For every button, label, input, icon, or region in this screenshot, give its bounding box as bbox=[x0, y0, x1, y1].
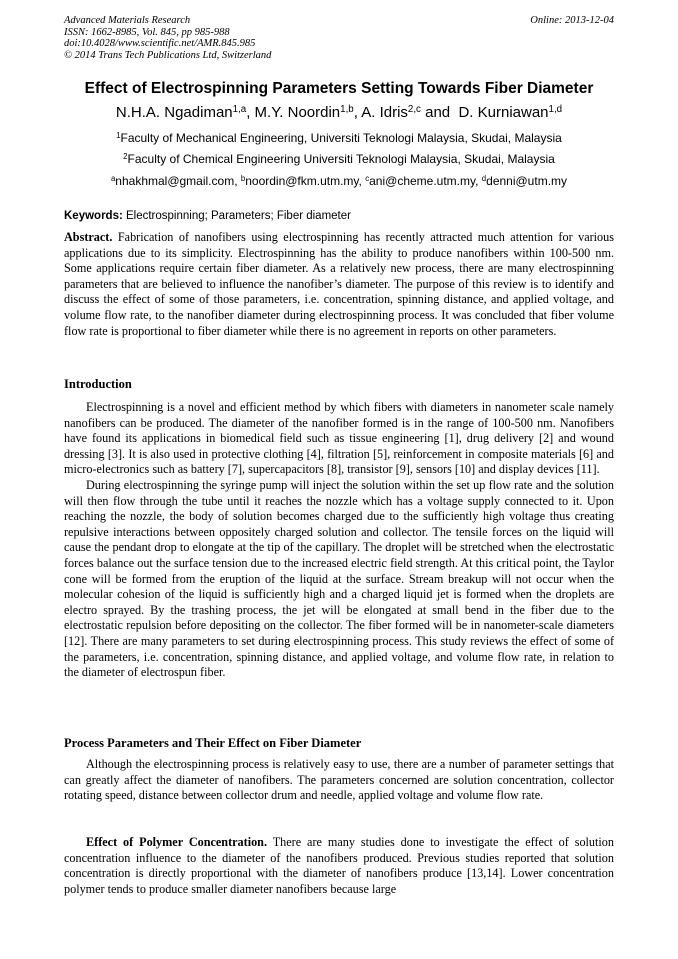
author: N.H.A. Ngadiman$^{1,a}$, bbox=[115, 103, 255, 121]
process-paragraph: Although the electrospinning process is relatively easy to use, there are a number of parameter settings that can greatly affect the diameter of nanofibers. The parameters concerned are solution concentration, collector rotating speed, distance between collector drum and needle, applied voltage and volume flow rate. bbox=[64, 757, 614, 803]
email-list: $^a$nhakhmal@gmail.com, $^b$noordin@fkm.utm.my, $^c$ani@cheme.utm.my, $^d$denni@utm.my bbox=[110, 173, 568, 188]
abstract bbox=[64, 230, 614, 339]
affiliation-1: $^1$Faculty of Mechanical Engineering, Universiti Teknologi Malaysia, Skudai, Malaysia bbox=[116, 130, 562, 145]
journal-header bbox=[64, 15, 271, 61]
polymer-concentration-section bbox=[64, 835, 614, 897]
doi-line: doi:10.4028/www.scientific.net/AMR.845.985 bbox=[64, 38, 256, 49]
author: A. Idris$^{2,c}$ and bbox=[361, 103, 459, 121]
introduction-paragraph-2: During electrospinning the syringe pump will inject the solution within the set up flow rate and the solution will then flow through the tube until it reaches the nozzle which has a voltage supply connected to it. Upon reaching the nozzle, the body of solution becomes charged due to the sufficiently high voltage thus creating repulsive interactions between oppositely charged solution and collector. The tensile forces on the liquid will cause the pendant drop to elongate at the tip of the capillary. The droplet will be stretched when the electrostatic forces balance out the surface tension due to the increased electric field strength. At this critical point, the Taylor cone will be formed from the eruption of the liquid at the surface. Stream breakup will not occur when the molecular cohesion of the liquid is sufficiently high and a charged liquid jet is formed when the droplets are electro sprayed. By the trashing process, the jet will be elongated at small bend in the fiber due to the electrostatic repulsion before depositing on the collector. The fiber formed will be in nanometer-scale diameters [12]. There are many parameters to set during electrospinning process. This study reviews the effect of some of the parameters, i.e. concentration, spinning distance, and applied voltage, and volume flow rate, in relation to the diameter of electrospun fiber. bbox=[64, 477, 614, 680]
paper-title: Effect of Electrospinning Parameters Setting Towards Fiber Diameter bbox=[84, 80, 594, 97]
issn-line: ISSN: 1662-8985, Vol. 845, pp 985-988 bbox=[64, 26, 230, 38]
affiliation-2: $^2$Faculty of Chemical Engineering Universiti Teknologi Malaysia, Skudai, Malaysia bbox=[123, 151, 555, 166]
copyright-line: © 2014 Trans Tech Publications Ltd, Switzerland bbox=[64, 49, 272, 61]
email-link[interactable]: noordin@fkm.utm.my bbox=[245, 174, 359, 188]
online-date: Online: 2013-12-04 bbox=[530, 15, 614, 26]
journal-name: Advanced Materials Research bbox=[64, 15, 191, 26]
email-link[interactable]: denni@utm.my bbox=[486, 174, 568, 188]
author: M.Y. Noordin$^{1,b}$, bbox=[254, 103, 362, 121]
introduction-body bbox=[64, 400, 614, 681]
polymer-concentration-text: There are many studies done to investigate the effect of solution concentration influence to the diameter of the nanofibers produced. Previous studies reported that solution concentration is directly proportional with the diameter of nanofibers produce [13,14]. Lower concentration polymer tends to produce smaller diameter nanofibers because large bbox=[64, 835, 614, 896]
keywords-label: Keywords: bbox=[64, 210, 123, 222]
keywords-text: Electrospinning; Parameters; Fiber diameter bbox=[122, 210, 351, 222]
abstract-label: Abstract. bbox=[64, 230, 113, 244]
author: D. Kurniawan$^{1,d}$ bbox=[458, 103, 563, 121]
abstract-text: Fabrication of nanofibers using electrospinning has recently attracted much attention for various applications due to its simplicity. Electrospinning has the ability to produce nanofibers within 100-500 nm. Some applications require certain fiber diameter. As a relatively new process, there are many electrospinning parameters that are believed to influence the nanofiber’s diameter. The purpose of this review is to identify and discuss the effect of some of those parameters, i.e. concentration, spinning distance, and applied voltage, and volume flow rate, to the nanofiber diameter during electrospinning process. It was concluded that fiber volume flow rate is proportional to fiber diameter while there is no agreement in reports on other parameters. bbox=[64, 230, 614, 338]
introduction-paragraph-1: Electrospinning is a novel and efficient method by which fibers with diameters in nanometer scale namely nanofibers can be produced. The diameter of the nanofiber formed is in the range of 100-500 nm. Nanofibers have found its applications in biomedical field such as tissue engineering [1], drug delivery [2] and wound dressing [3]. It is also used in protective clothing [4], filtration [5], reinforcement in composite materials [6] and micro-electronics such as battery [7], supercapacitors [8], transistor [9], sensors [10] and display devices [11]. bbox=[64, 400, 614, 477]
email-link[interactable]: ani@cheme.utm.my bbox=[369, 174, 476, 188]
email-link[interactable]: nhakhmal@gmail.com bbox=[115, 174, 235, 188]
author-list bbox=[20, 103, 658, 123]
process-heading: Process Parameters and Their Effect on Fiber Diameter bbox=[64, 736, 362, 750]
process-body bbox=[64, 757, 614, 804]
keywords bbox=[64, 209, 351, 223]
polymer-concentration-label: Effect of Polymer Concentration. bbox=[86, 835, 268, 849]
introduction-heading: Introduction bbox=[64, 377, 132, 391]
